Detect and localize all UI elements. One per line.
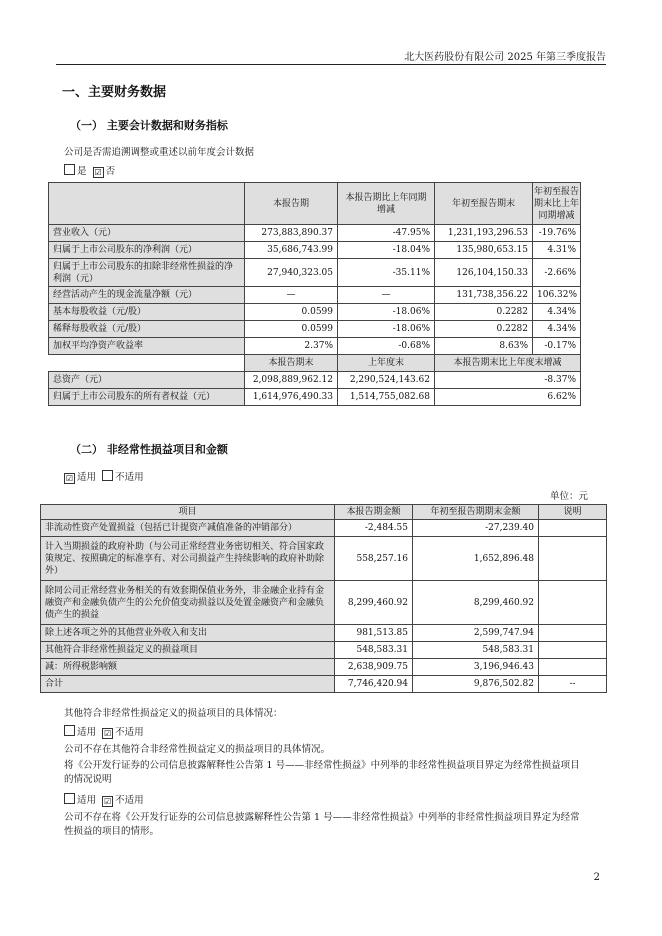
define-text: 将《公开发行证券的公司信息披露解释性公告第 1 号——非经常性损益》中列举的非经常性损益项目界定为经常性损益项目的情况说明: [64, 760, 580, 785]
table-row: [49, 304, 581, 321]
cell-value: 981,513.85: [335, 625, 413, 642]
option-apply-label: 适用: [77, 727, 97, 738]
cell-note: [539, 659, 607, 676]
cell-value: -35.11%: [338, 259, 435, 287]
row-label: 除同公司正常经营业务相关的有效套期保值业务外，非金融企业持有金融资产和金融负债产生的公允价值变动损益以及处置金融资产和金融负债产生的损益: [41, 581, 335, 625]
cell-note: [539, 581, 607, 625]
cell-value: 8,299,460.92: [413, 581, 539, 625]
row-label: 基本每股收益（元/股）: [49, 304, 245, 321]
cell-value: 1,231,193,296.53: [435, 225, 533, 242]
row-label: 加权平均净资产收益率: [49, 338, 245, 355]
other-items-options: [64, 725, 144, 740]
restate-options: [64, 164, 115, 179]
checkbox-no[interactable]: ☑: [94, 168, 102, 177]
header-cell: 年初至报告期末比上年同期增减: [533, 183, 581, 225]
cell-value: 2,290,524,143.62: [338, 372, 435, 389]
cell-value: 2,098,889,962.12: [245, 372, 338, 389]
cell-value: 548,583.31: [413, 642, 539, 659]
table-row: [49, 287, 581, 304]
key-financial-table: [48, 182, 581, 406]
table-header-row-2: [49, 355, 581, 372]
row-label: 减：所得税影响额: [41, 659, 335, 676]
header-blank: [49, 183, 245, 225]
row-label: 计入当期损益的政府补助（与公司正常经营业务密切相关、符合国家政策规定、按照确定的标准享有、对公司损益产生持续影响的政府补助除外）: [41, 537, 335, 581]
table-row: [49, 242, 581, 259]
checkbox-not-apply[interactable]: ☑: [103, 797, 112, 806]
unit-label: 单位：元: [549, 491, 588, 502]
checkbox-not-apply[interactable]: ☑: [103, 729, 112, 738]
row-label: 总资产（元）: [49, 372, 245, 389]
cell-value: 2.37%: [245, 338, 338, 355]
cell-note: [539, 625, 607, 642]
option-apply-label: 适用: [77, 472, 97, 483]
cell-value: 1,514,755,082.68: [338, 389, 435, 406]
row-label: 合计: [41, 676, 335, 693]
option-not-apply-label: 不适用: [115, 727, 144, 738]
table-row: [49, 259, 581, 287]
option-yes-label: 是: [77, 166, 87, 177]
define-options: [64, 793, 144, 808]
header-cell: 本报告期末: [245, 355, 338, 372]
header-cell: 本报告期金额: [335, 505, 413, 520]
cell-note: [539, 537, 607, 581]
subsection-title-1: （一） 主要会计数据和财务指标: [70, 119, 228, 132]
header-cell: 本报告期末比上年度末增减: [435, 355, 581, 372]
page-header: 北大医药股份有限公司 2025 年第三季度报告: [404, 52, 606, 63]
cell-value: -18.06%: [338, 321, 435, 338]
cell-value: 1,614,976,490.33: [245, 389, 338, 406]
row-label: 归属于上市公司股东的净利润（元）: [49, 242, 245, 259]
row-label: 其他符合非经常性损益定义的损益项目: [41, 642, 335, 659]
cell-value: -18.04%: [338, 242, 435, 259]
cell-value: -2.66%: [533, 259, 581, 287]
cell-value: -8.37%: [435, 372, 581, 389]
cell-value: 4.34%: [533, 304, 581, 321]
restate-question: 公司是否需追溯调整或重述以前年度会计数据: [64, 147, 255, 158]
cell-value: 4.31%: [533, 242, 581, 259]
table-row: [49, 225, 581, 242]
cell-value: 8.63%: [435, 338, 533, 355]
table-row: [49, 389, 581, 406]
page-number: 2: [593, 872, 600, 883]
checkbox-yes[interactable]: [64, 164, 75, 175]
cell-value: 0.2282: [435, 321, 533, 338]
header-cell: 本报告期比上年同期增减: [338, 183, 435, 225]
table-row: [41, 659, 607, 676]
cell-value: 27,940,323.05: [245, 259, 338, 287]
row-label: 非流动性资产处置损益（包括已计提资产减值准备的冲销部分）: [41, 520, 335, 537]
cell-value: -27,239.40: [413, 520, 539, 537]
header-cell: 上年度末: [338, 355, 435, 372]
cell-value: 0.0599: [245, 321, 338, 338]
checkbox-not-apply[interactable]: [102, 470, 113, 481]
cell-value: —: [245, 287, 338, 304]
header-cell: 本报告期: [245, 183, 338, 225]
header-cell: 说明: [539, 505, 607, 520]
cell-value: 4.34%: [533, 321, 581, 338]
cell-value: 7,746,420.94: [335, 676, 413, 693]
row-label: 经营活动产生的现金流量净额（元）: [49, 287, 245, 304]
table-row: [41, 520, 607, 537]
subsection-title-2: （二） 非经常性损益项目和金额: [70, 443, 228, 456]
cell-value: 2,638,909.75: [335, 659, 413, 676]
cell-value: 8,299,460.92: [335, 581, 413, 625]
other-items-title: 其他符合非经常性损益定义的损益项目的具体情况：: [64, 708, 283, 719]
option-apply-label: 适用: [77, 795, 97, 806]
cell-value: -47.95%: [338, 225, 435, 242]
option-no-label: 否: [105, 166, 116, 177]
checkbox-apply[interactable]: ☑: [65, 474, 74, 483]
header-cell: 年初至报告期末: [435, 183, 533, 225]
cell-note: [539, 520, 607, 537]
cell-value: 3,196,946.43: [413, 659, 539, 676]
row-label: 营业收入（元）: [49, 225, 245, 242]
cell-value: -0.68%: [338, 338, 435, 355]
row-label: 归属于上市公司股东的扣除非经常性损益的净利润（元）: [49, 259, 245, 287]
table-header-row: [49, 183, 581, 225]
table-row: [49, 372, 581, 389]
cell-value: 0.0599: [245, 304, 338, 321]
table-row: [41, 581, 607, 625]
cell-value: -18.06%: [338, 304, 435, 321]
other-items-text: 公司不存在其他符合非经常性损益定义的损益项目的具体情况。: [64, 744, 331, 755]
row-label: 稀释每股收益（元/股）: [49, 321, 245, 338]
cell-value: -0.17%: [533, 338, 581, 355]
header-cell: 项目: [41, 505, 335, 520]
cell-value: —: [338, 287, 435, 304]
cell-value: 548,583.31: [335, 642, 413, 659]
cell-value: 2,599,747.94: [413, 625, 539, 642]
cell-value: 0.2282: [435, 304, 533, 321]
section-title: 一、主要财务数据: [62, 85, 167, 100]
cell-value: 106.32%: [533, 287, 581, 304]
cell-note: --: [539, 676, 607, 693]
cell-value: 131,738,356.22: [435, 287, 533, 304]
checkbox-apply[interactable]: [64, 725, 75, 736]
table-header-row: [41, 505, 607, 520]
cell-note: [539, 642, 607, 659]
table-row: [41, 625, 607, 642]
cell-value: 135,980,653.15: [435, 242, 533, 259]
table-row: [49, 321, 581, 338]
header-divider: [56, 64, 606, 65]
header-cell: 年初至报告期期末金额: [413, 505, 539, 520]
header-blank: [49, 355, 245, 372]
table-row-total: [41, 676, 607, 693]
option-not-apply-label: 不适用: [115, 795, 144, 806]
table-row: [49, 338, 581, 355]
option-not-apply-label: 不适用: [115, 472, 144, 483]
cell-value: 6.62%: [435, 389, 581, 406]
define-result: 公司不存在将《公开发行证券的公司信息披露解释性公告第 1 号——非经常性损益》中列举的非经常性损益项目界定为经常性损益的项目的情形。: [64, 812, 580, 837]
cell-value: 126,104,150.33: [435, 259, 533, 287]
cell-value: 9,876,502.82: [413, 676, 539, 693]
cell-value: -2,484.55: [335, 520, 413, 537]
table-row: [41, 642, 607, 659]
cell-value: 558,257.16: [335, 537, 413, 581]
cell-value: -19.76%: [533, 225, 581, 242]
apply-options: [64, 470, 144, 485]
non-recurring-table: [40, 504, 607, 693]
table-row: [41, 537, 607, 581]
cell-value: 1,652,896.48: [413, 537, 539, 581]
checkbox-apply[interactable]: [64, 793, 75, 804]
row-label: 除上述各项之外的其他营业外收入和支出: [41, 625, 335, 642]
cell-value: 273,883,890.37: [245, 225, 338, 242]
row-label: 归属于上市公司股东的所有者权益（元）: [49, 389, 245, 406]
cell-value: 35,686,743.99: [245, 242, 338, 259]
